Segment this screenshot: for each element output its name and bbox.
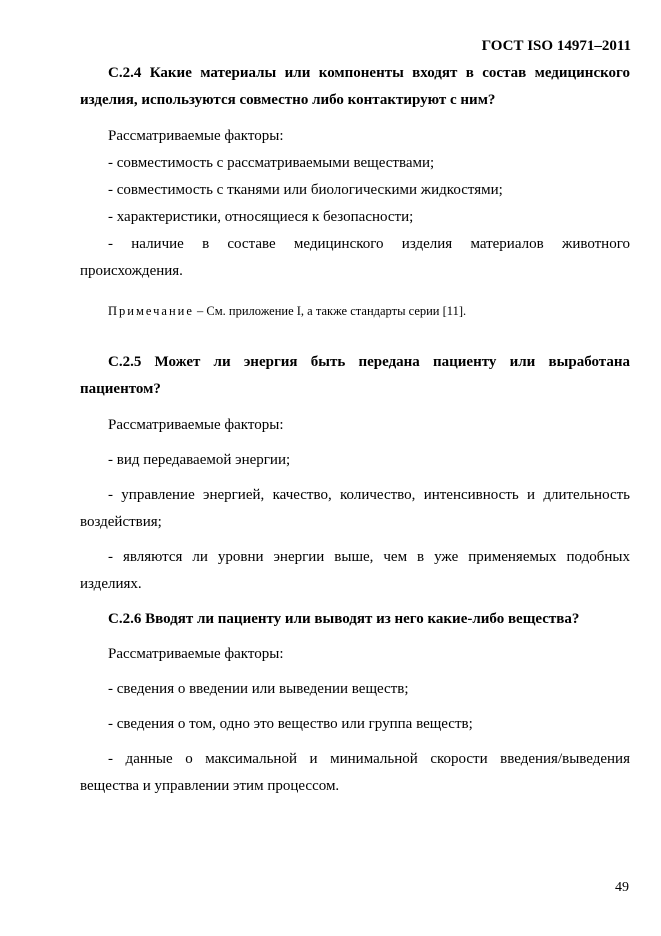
note-label: Примечание xyxy=(108,304,194,318)
list-item: - являются ли уровни энергии выше, чем в уже применяемых подобных изделиях. xyxy=(80,549,630,592)
section-heading: С.2.4 Какие материалы или компоненты входят в состав медицинского изделия, используются совместно либо контактируют с ним? xyxy=(80,65,630,108)
list-item: - наличие в составе медицинского изделия материалов животного происхождения. xyxy=(80,236,630,279)
section-c-2-6 xyxy=(80,606,630,800)
section-heading: С.2.5 Может ли энергия быть передана пациенту или выработана пациентом? xyxy=(80,354,630,397)
factors-label: Рассматриваемые факторы: xyxy=(108,646,284,662)
list-item: - вид передаваемой энергии; xyxy=(108,452,291,468)
list-item: - совместимость с рассматриваемыми веществами; xyxy=(108,155,435,171)
list-item: - управление энергией, качество, количество, интенсивность и длительность воздействия; xyxy=(80,487,630,530)
factors-label: Рассматриваемые факторы: xyxy=(108,417,284,433)
list-item: - сведения о введении или выведении веществ; xyxy=(108,681,409,697)
list-item: - характеристики, относящиеся к безопасности; xyxy=(108,209,414,225)
section-c-2-5 xyxy=(80,349,630,598)
factors-label: Рассматриваемые факторы: xyxy=(108,128,284,144)
page-number: 49 xyxy=(615,880,629,895)
list-item: - сведения о том, одно это вещество или группа веществ; xyxy=(108,716,473,732)
document-code-header: ГОСТ ISO 14971–2011 xyxy=(481,38,631,54)
note-text: – См. приложение I, а также стандарты серии [11]. xyxy=(193,304,467,318)
section-c-2-4 xyxy=(80,60,630,321)
section-heading: С.2.6 Вводят ли пациенту или выводят из него какие-либо вещества? xyxy=(108,611,580,627)
list-item: - совместимость с тканями или биологическими жидкостями; xyxy=(108,182,503,198)
note xyxy=(80,301,630,321)
list-item: - данные о максимальной и минимальной скорости введения/выведения вещества и управлении этим процессом. xyxy=(80,751,630,794)
document-body xyxy=(80,60,630,800)
